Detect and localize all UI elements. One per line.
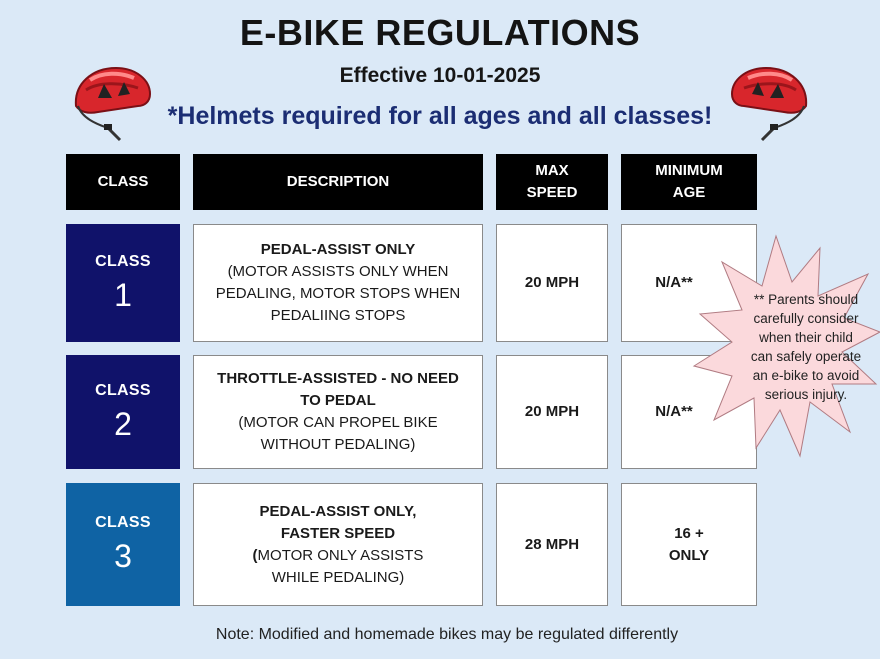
class-2-speed: 20 MPH	[496, 355, 608, 469]
class-1-description: PEDAL-ASSIST ONLY (MOTOR ASSISTS ONLY WHEN PEDALING, MOTOR STOPS WHEN PEDALIING STOPS	[193, 224, 483, 342]
bike-helmet-icon-right	[728, 62, 814, 144]
class-1-age: N/A**	[621, 224, 757, 342]
class-3-description: PEDAL-ASSIST ONLY, FASTER SPEED (MOTOR ONLY ASSISTS WHILE PEDALING)	[193, 483, 483, 606]
bike-helmet-icon-left	[68, 62, 154, 144]
page-title: E-BIKE REGULATIONS	[239, 12, 641, 53]
class-2-description: THROTTLE-ASSISTED - NO NEED TO PEDAL (MOTOR CAN PROPEL BIKE WITHOUT PEDALING)	[193, 355, 483, 469]
class-1-speed: 20 MPH	[496, 224, 608, 342]
class-1-cell: CLASS 1	[66, 224, 180, 342]
class-3-age: 16 + ONLY	[621, 483, 757, 606]
class-2-age: N/A**	[621, 355, 757, 469]
effective-date: Effective 10-01-2025	[339, 64, 541, 87]
class-3-cell: CLASS 3	[66, 483, 180, 606]
helmet-requirement-note: *Helmets required for all ages and all classes!	[167, 102, 713, 130]
class-2-cell: CLASS 2	[66, 355, 180, 469]
header-max-speed: MAX SPEED	[496, 154, 608, 210]
header-description: DESCRIPTION	[193, 154, 483, 210]
header-minimum-age: MINIMUM AGE	[621, 154, 757, 210]
parent-advice-note: ** Parents should carefully consider when their child can safely operate an e-bike to avoid serious injury.	[750, 292, 862, 402]
header-class: CLASS	[66, 154, 180, 210]
class-3-speed: 28 MPH	[496, 483, 608, 606]
footnote: Note: Modified and homemade bikes may be regulated differently	[215, 626, 679, 643]
